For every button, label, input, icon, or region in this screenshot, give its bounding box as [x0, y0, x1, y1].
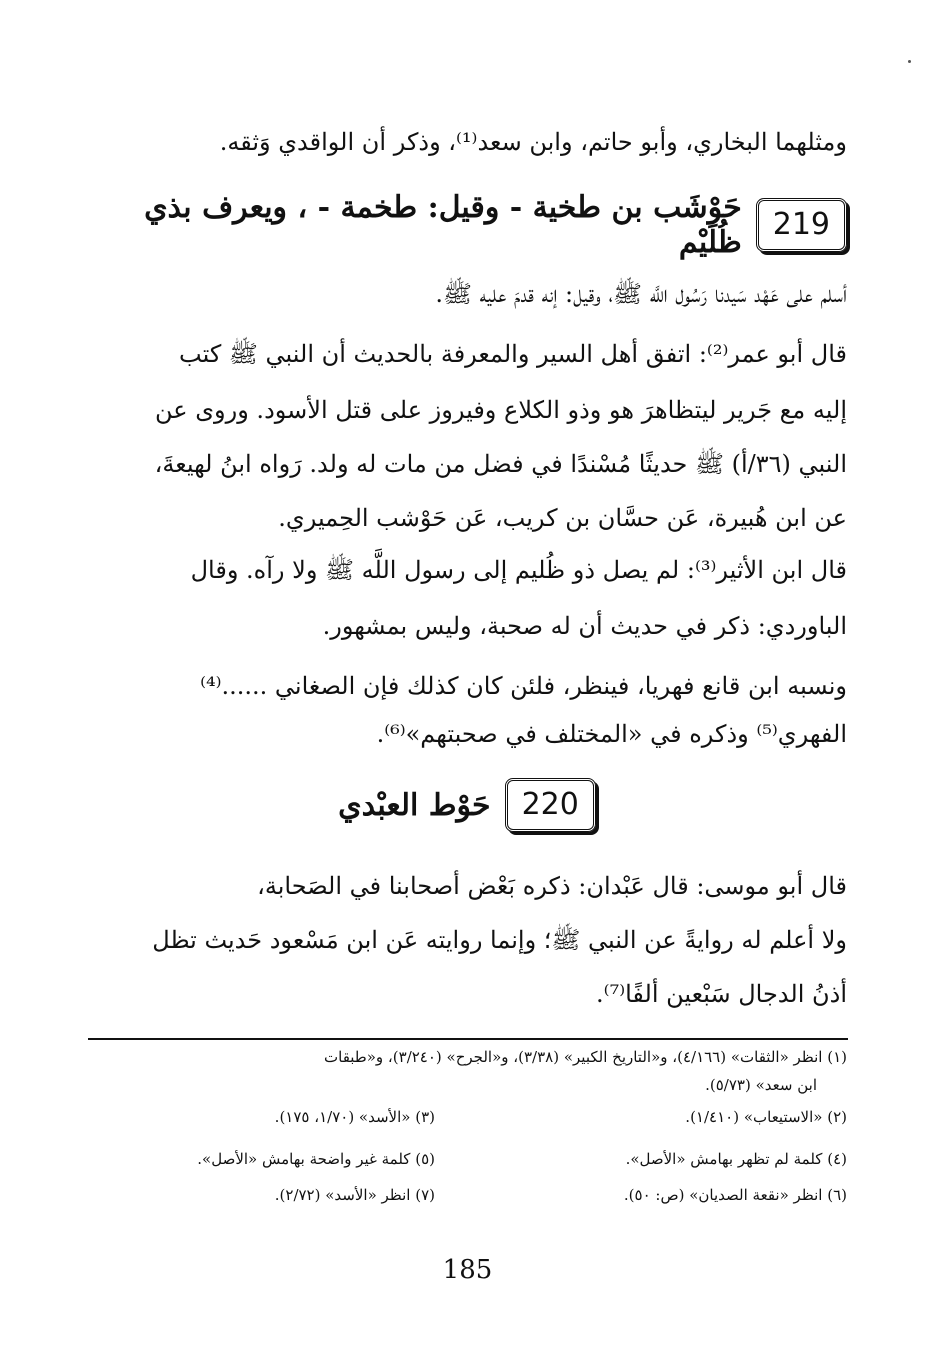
text-line: عن ابن هُبيرة، عَن حسَّان بن كريب، عَن حَوْشب الحِميري.	[278, 504, 847, 532]
footnote-4: (٤) كلمة لم تظهر بهامش «الأصل».	[625, 1150, 847, 1168]
entry-number-box: 219	[756, 198, 847, 252]
entry-title: حَوْط العبْدي	[338, 787, 491, 823]
text-line: قال ابن الأثير⁽³⁾: لم يصل ذو ظُليم إلى رسول اللَّه ﷺ ولا رآه. وقال	[190, 556, 847, 584]
text-line: النبي (٣٦/أ) ﷺ حديثًا مُسْندًا في فضل من مات له ولد. رَواه ابنُ لهيعةَ،	[154, 450, 847, 478]
footnote-6: (٦) انظر «نقعة الصديان» (ص: ٥٠).	[623, 1186, 847, 1204]
footnote-separator	[88, 1038, 848, 1040]
footnote-1: (١) انظر «الثقات» (٤/١٦٦)، و«التاريخ الكبير» (٣/٣٨)، و«الجرح» (٣/٢٤٠)، و«طبقات	[324, 1048, 847, 1066]
text-line: ونسبه ابن قانع فهريا، فينظر، فلئن كان كذلك فإن الصغاني ......⁽⁴⁾	[200, 672, 847, 700]
footnote-5: (٥) كلمة غير واضحة بهامش «الأصل».	[197, 1150, 435, 1168]
text-line: أسلم على عَهْد سَيدنا رَسُول اللَّه ﷺ، وقيل: إنه قدمَ عليه ﷺ.	[435, 280, 847, 308]
entry-title: حَوْشَب بن طخية - وقيل: طخمة - ، ويعرف بذي ظُلَيْم	[144, 190, 742, 260]
entry-219-heading	[87, 190, 847, 260]
page-number: 185	[442, 1255, 493, 1285]
footnote-7: (٧) انظر «الأسد» (٢/٧٢).	[274, 1186, 435, 1204]
footnote-2: (٢) «الاستيعاب» (١/٤١٠).	[685, 1108, 847, 1126]
text-line: قال أبو عمر⁽²⁾: اتفق أهل السير والمعرفة بالحديث أن النبي ﷺ كتب	[179, 340, 847, 368]
text-line: إليه مع جَرير ليتظاهرَ هو وذو الكلاع وفيروز على قتل الأسود. وروى عن	[155, 396, 847, 424]
entry-number-box: 220	[505, 778, 596, 832]
entry-220-heading	[87, 778, 847, 832]
text-line: ولا أعلم له روايةً عن النبي ﷺ؛ وإنما روايته عَن ابن مَسْعود حَديث تظل	[152, 926, 847, 954]
speck	[908, 60, 911, 63]
intro-line: ومثلهما البخاري، وأبو حاتم، وابن سعد⁽¹⁾، وذكر أن الواقدي وَثقه.	[219, 128, 847, 156]
text-line: الفهري⁽⁵⁾ وذكره في «المختلف في صحبتهم»⁽⁶⁾.	[376, 720, 847, 748]
text-line: قال أبو موسى: قال عَبْدان: ذكره بَعْض أصحابنا في الصَحابة،	[257, 872, 847, 900]
text-line: أذنُ الدجال سَبْعين ألفًا⁽⁷⁾.	[596, 980, 847, 1008]
footnote-3: (٣) «الأسد» (١/٧٠، ١٧٥).	[274, 1108, 435, 1126]
text-line: الباوردي: ذكر في حديث أن له صحبة، وليس بمشهور.	[322, 612, 847, 640]
footnote-1-cont: ابن سعد» (٥/٧٣).	[705, 1076, 817, 1094]
